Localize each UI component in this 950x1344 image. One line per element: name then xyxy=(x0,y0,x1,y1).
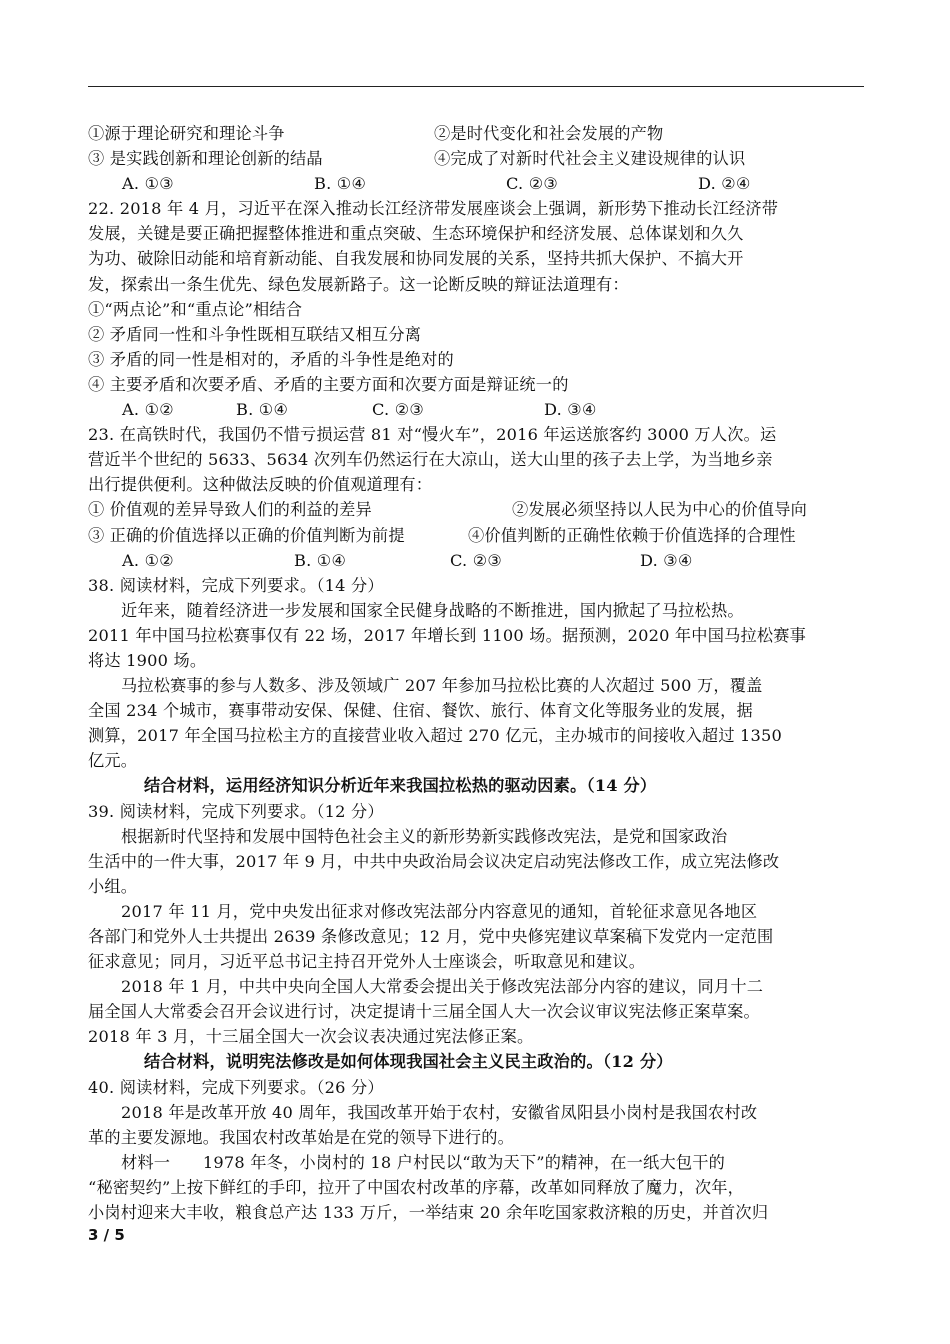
q21-option-a: A. ①③ xyxy=(122,174,175,194)
q22-line: 发，探索出一条生优先、绿色发展新路子。这一论断反映的辩证法道理有： xyxy=(88,274,629,294)
q39-paragraph-line: 生活中的一件大事，2017 年 9 月，中共中央政治局会议决定启动宪法修改工作，成立宪法修改 xyxy=(88,851,780,871)
page-number: 3 / 5 xyxy=(88,1226,125,1244)
q21-choice-3: ③ 是实践创新和理论创新的结晶 xyxy=(88,149,323,169)
q21-choice-1: ①源于理论研究和理论斗争 xyxy=(88,124,285,143)
q38-header: 38. 阅读材料，完成下列要求。（14 分） xyxy=(88,575,384,595)
page-content xyxy=(88,121,868,1225)
q39-paragraph-line: 小组。 xyxy=(88,876,138,896)
q21-option-c: C. ②③ xyxy=(506,174,559,194)
q23-option-c: C. ②③ xyxy=(450,550,503,570)
q39-paragraph-line: 届全国人大常委会召开会议进行讨，决定提请十三届全国人大一次会议审议宪法修正案草案。 xyxy=(88,1002,760,1022)
q21-choice-4: ④完成了对新时代社会主义建设规律的认识 xyxy=(434,149,746,169)
q23-line: 营近半个世纪的 5633、5634 次列车仍然运行在大凉山，送大山里的孩子去上学，为当地乡亲 xyxy=(88,450,773,470)
q38-paragraph-line: 近年来，随着经济进一步发展和国家全民健身战略的不断推进，国内掀起了马拉松热。 xyxy=(121,600,744,620)
q39-task: 结合材料，说明宪法修改是如何体现我国社会主义民主政治的。（12 分） xyxy=(144,1052,673,1072)
q22-choice-1: ①“两点论”和“重点论”相结合 xyxy=(88,299,303,319)
q23-choice-1: ① 价值观的差异导致人们的利益的差异 xyxy=(88,500,372,520)
q38-paragraph-line: 2011 年中国马拉松赛事仅有 22 场，2017 年增长到 1100 场。据预测，2020 年中国马拉松赛事 xyxy=(88,625,807,645)
q23-option-b: B. ①④ xyxy=(294,550,347,570)
q38-paragraph-line: 将达 1900 场。 xyxy=(88,650,207,670)
q23-option-a: A. ①② xyxy=(122,550,175,570)
q40-material-line: 小岗村迎来大丰收，粮食总产达 133 万斤，一举结束 20 余年吃国家救济粮的历史，并首次归 xyxy=(88,1203,769,1223)
q38-task: 结合材料，运用经济知识分析近年来我国拉松热的驱动因素。（14 分） xyxy=(144,776,657,796)
q22-option-d: D. ③④ xyxy=(544,400,597,420)
q23-options xyxy=(88,548,868,573)
q21-options xyxy=(88,171,868,196)
q38-paragraph-line: 亿元。 xyxy=(88,751,138,771)
q38-paragraph-line: 全国 234 个城市，赛事带动安保、保健、住宿、餐饮、旅行、体育文化等服务业的发展，据 xyxy=(88,701,753,721)
q22-options xyxy=(88,397,868,422)
q39-paragraph-line: 2017 年 11 月，党中央发出征求对修改宪法部分内容意见的通知，首轮征求意见各地区 xyxy=(121,901,758,921)
q40-header: 40. 阅读材料，完成下列要求。（26 分） xyxy=(88,1077,384,1097)
q40-paragraph-line: 革的主要发源地。我国农村改革始是在党的领导下进行的。 xyxy=(88,1127,515,1147)
q39-paragraph-line: 根据新时代坚持和发展中国特色社会主义的新形势新实践修改宪法，是党和国家政治 xyxy=(121,826,728,846)
q21-row1 xyxy=(88,121,868,146)
q21-option-b: B. ①④ xyxy=(314,174,367,194)
q39-paragraph-line: 各部门和党外人士共提出 2639 条修改意见；12 月，党中央修宪建议草案稿下发党内一定范围 xyxy=(88,927,774,946)
q39-paragraph-line: 2018 年 3 月，十三届全国大一次会议表决通过宪法修正案。 xyxy=(88,1027,534,1047)
q22-option-b: B. ①④ xyxy=(236,400,289,420)
q39-paragraph-line: 征求意见；同月，习近平总书记主持召开党外人士座谈会，听取意见和建议。 xyxy=(88,952,646,972)
q22-line: 发展，关键是要正确把握整体推进和重点突破、生态环境保护和经济发展、总体谋划和久久 xyxy=(88,224,744,244)
q38-paragraph-line: 马拉松赛事的参与人数多、涉及领域广 207 年参加马拉松比赛的人次超过 500 万，覆盖 xyxy=(121,676,763,696)
q21-choice-2: ②是时代变化和社会发展的产物 xyxy=(434,124,664,143)
q38-paragraph-line: 测算，2017 年全国马拉松主方的直接营业收入超过 270 亿元，主办城市的间接收入超过 1350 xyxy=(88,726,783,746)
q22-choice-4: ④ 主要矛盾和次要矛盾、矛盾的主要方面和次要方面是辩证统一的 xyxy=(88,374,569,394)
q40-material-line: “秘密契约”上按下鲜红的手印，拉开了中国农村改革的序幕，改革如同释放了魔力，次年， xyxy=(88,1177,745,1197)
q23-choice-4: ④价值判断的正确性依赖于价值选择的合理性 xyxy=(468,525,796,545)
header-rule xyxy=(88,86,864,87)
q40-material-line: 材料一 1978 年冬，小岗村的 18 户村民以“敢为天下”的精神，在一纸大包干的 xyxy=(121,1152,725,1172)
q23-line: 23. 在高铁时代，我国仍不惜亏损运营 81 对“慢火车”，2016 年运送旅客约 3000 万人次。运 xyxy=(88,425,777,445)
q22-option-c: C. ②③ xyxy=(372,400,425,420)
q39-header: 39. 阅读材料，完成下列要求。（12 分） xyxy=(88,801,384,821)
q23-row1 xyxy=(88,497,868,522)
q22-choice-2: ② 矛盾同一性和斗争性既相互联结又相互分离 xyxy=(88,324,422,344)
q39-paragraph-line: 2018 年 1 月，中共中央向全国人大常委会提出关于修改宪法部分内容的建议，同月十二 xyxy=(121,977,764,997)
q23-line: 出行提供便利。这种做法反映的价值观道理有： xyxy=(88,475,433,495)
q40-paragraph-line: 2018 年是改革开放 40 周年，我国改革开始于农村，安徽省凤阳县小岗村是我国农村改 xyxy=(121,1102,758,1122)
q21-option-d: D. ②④ xyxy=(698,174,751,194)
q23-option-d: D. ③④ xyxy=(640,550,693,570)
q23-choice-2: ②发展必须坚持以人民为中心的价值导向 xyxy=(512,500,807,520)
q21-row2 xyxy=(88,146,868,171)
q22-line: 22. 2018 年 4 月，习近平在深入推动长江经济带发展座谈会上强调，新形势下推动长江经济带 xyxy=(88,199,779,219)
q22-option-a: A. ①② xyxy=(122,400,175,420)
q22-choice-3: ③ 矛盾的同一性是相对的，矛盾的斗争性是绝对的 xyxy=(88,349,454,369)
q23-row2 xyxy=(88,523,868,548)
q23-choice-3: ③ 正确的价值选择以正确的价值判断为前提 xyxy=(88,525,405,545)
q22-line: 为功、破除旧动能和培育新动能、自我发展和协同发展的关系，坚持共抓大保护、不搞大开 xyxy=(88,249,744,269)
